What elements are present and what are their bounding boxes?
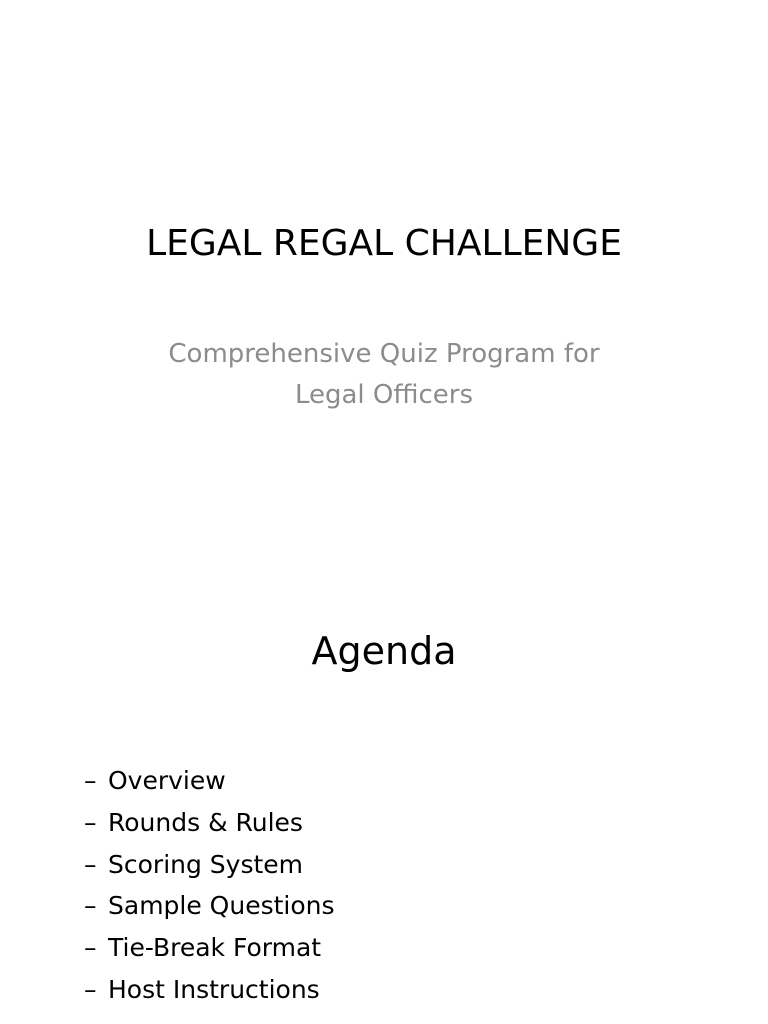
dash-bullet: – <box>84 891 97 921</box>
dash-bullet: – <box>84 807 97 837</box>
dash-bullet: – <box>84 766 97 795</box>
presentation-title: LEGAL REGAL CHALLENGE <box>146 223 622 264</box>
agenda-list <box>84 760 335 1011</box>
agenda-item <box>84 969 335 1011</box>
agenda-item <box>84 927 335 969</box>
dash-bullet: – <box>84 974 97 1004</box>
agenda-title: Agenda <box>311 629 457 673</box>
agenda-item-label: Host Instructions <box>108 974 320 1004</box>
agenda-item <box>84 885 335 927</box>
presentation-subtitle: Comprehensive Quiz Program for Legal Officers <box>168 339 600 410</box>
agenda-item-label: Tie-Break Format <box>108 933 322 963</box>
agenda-item-label: Sample Questions <box>108 891 335 921</box>
agenda-item <box>84 760 335 802</box>
agenda-item-label: Overview <box>108 766 226 795</box>
agenda-item <box>84 802 335 844</box>
agenda-item <box>84 844 335 886</box>
agenda-item-label: Rounds & Rules <box>108 807 303 837</box>
agenda-item-label: Scoring System <box>108 849 304 879</box>
dash-bullet: – <box>84 849 97 879</box>
agenda-slide <box>0 576 768 1024</box>
dash-bullet: – <box>84 933 97 963</box>
